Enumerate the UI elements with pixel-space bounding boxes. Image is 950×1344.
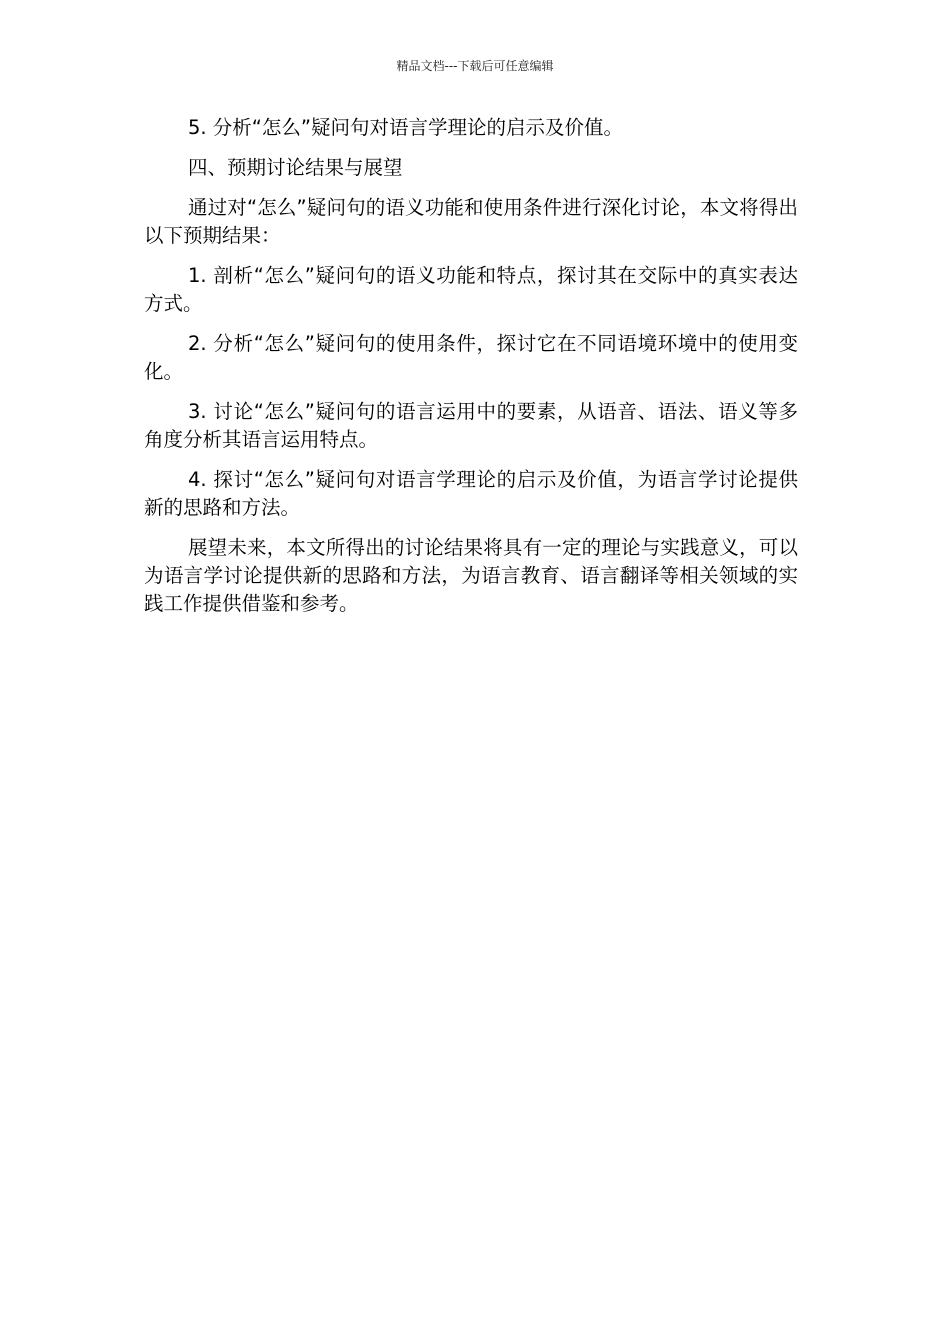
paragraph-intro-results: 通过对“怎么”疑问句的语义功能和使用条件进行深化讨论，本文将得出以下预期结果： — [144, 196, 798, 247]
paragraph-result-4: 4. 探讨“怎么”疑问句对语言学理论的启示及价值，为语言学讨论提供新的思路和方法。 — [144, 468, 798, 519]
page-header: 精品文档---下载后可任意编辑 — [396, 59, 554, 73]
section-heading-expected-results: 四、预期讨论结果与展望 — [188, 156, 403, 179]
document-body — [144, 114, 798, 630]
paragraph-result-3: 3. 讨论“怎么”疑问句的语言运用中的要素，从语音、语法、语义等多角度分析其语言运用特点。 — [144, 400, 798, 451]
paragraph-outlook: 展望未来，本文所得出的讨论结果将具有一定的理论与实践意义，可以为语言学讨论提供新的思路和方法，为语言教育、语言翻译等相关领域的实践工作提供借鉴和参考。 — [144, 536, 798, 615]
paragraph-item-5-analysis: 5. 分析“怎么”疑问句对语言学理论的启示及价值。 — [188, 116, 624, 139]
paragraph-result-2: 2. 分析“怎么”疑问句的使用条件，探讨它在不同语境环境中的使用变化。 — [144, 332, 798, 383]
paragraph-result-1: 1. 剖析“怎么”疑问句的语义功能和特点，探讨其在交际中的真实表达方式。 — [144, 264, 798, 315]
